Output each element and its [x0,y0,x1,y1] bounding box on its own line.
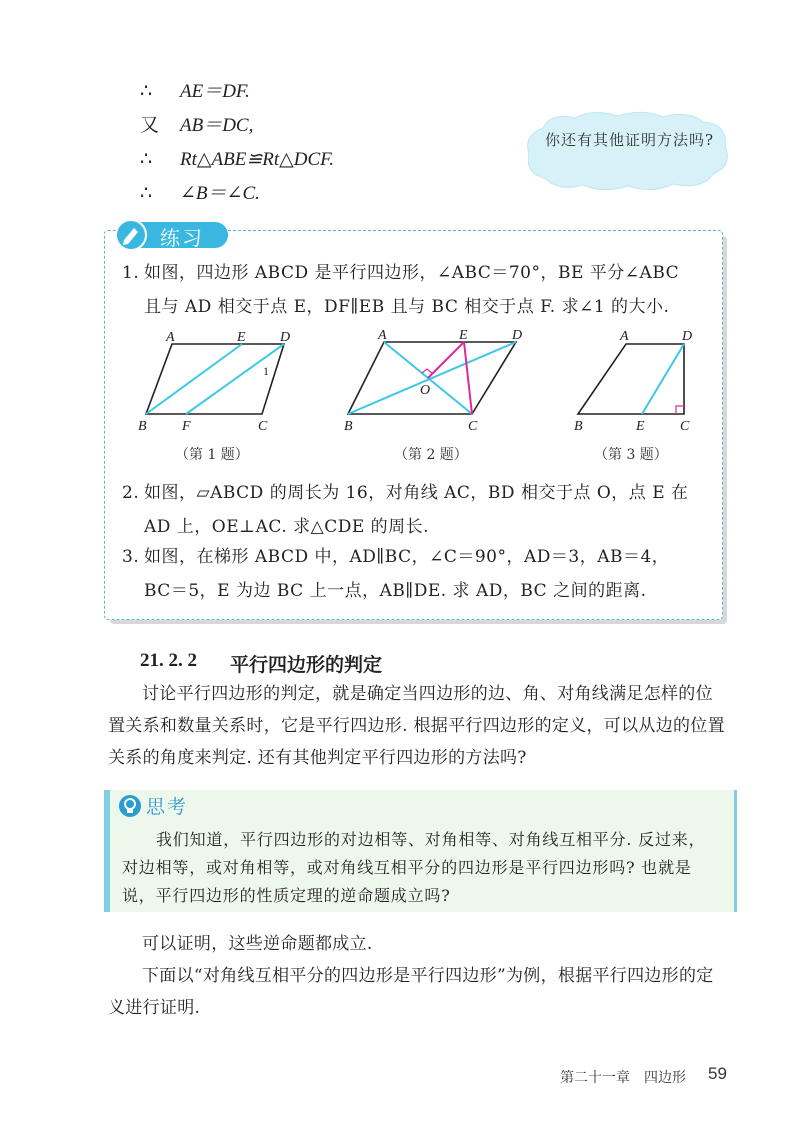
fig2-label-e: E [459,328,468,343]
problem-3 [122,540,669,608]
section-title: 平行四边形的判定 [230,654,383,676]
after-line-1: 可以证明，这些逆命题都成立. [142,934,373,954]
fig2-right-angle-mark [422,369,432,373]
therefore-symbol: ∴ [140,148,153,170]
fig2-diagonal-bd [348,342,516,414]
proof-text: AE＝DF. [180,81,250,102]
problem-line: BC＝5，E 为边 BC 上一点，AB∥DE. 求 AD，BC 之间的距离. [144,581,647,601]
figure-2 [340,326,530,436]
fig1-label-b: B [138,419,147,434]
problem-line: AD 上，OE⊥AC. 求△CDE 的周长. [144,517,430,537]
think-title: 思考 [146,796,189,818]
figure-1 [134,330,304,436]
fig1-label-a: A [166,330,175,345]
proof-text: ∠B＝∠C. [180,183,260,204]
after-line-2: 下面以“对角线互相平分的四边形是平行四边形”为例，根据平行四边形的定义进行证明. [108,966,714,1018]
proof-line-4 [140,180,260,207]
problem-line: 如图，在梯形 ABCD 中，AD∥BC，∠C＝90°，AD＝3，AB＝4， [144,547,670,567]
fig1-label-e: E [237,330,246,345]
fig1-label-f: F [182,419,191,434]
fig3-label-a: A [620,329,629,344]
fig2-segment-ec [464,342,472,414]
footer-chapter: 第二十一章 四边形 [560,1070,686,1086]
cloud-note-text: 你还有其他证明方法吗? [545,131,715,149]
caption-figure-3: （第 3 题） [594,447,668,463]
also-symbol: 又 [140,114,160,136]
fig3-label-c: C [680,419,690,434]
fig2-label-b: B [344,419,353,434]
fig1-label-c: C [258,419,268,434]
therefore-symbol: ∴ [140,80,153,102]
proof-line-3 [140,146,334,173]
page-number: 59 [708,1064,727,1083]
caption-figure-1: （第 1 题） [175,447,249,463]
fig2-label-o: O [420,383,431,398]
fig1-parallelogram [146,344,284,414]
fig3-trapezoid [578,344,684,414]
practice-title: 练习 [160,226,204,250]
problem-line: 且与 AD 相交于点 E，DF∥EB 且与 BC 相交于点 F. 求∠1 的大小. [144,297,670,317]
problem-1 [122,256,679,324]
proof-line-1 [140,78,250,105]
fig3-segment-de [642,344,684,414]
section-paragraph: 讨论平行四边形的判定，就是确定当四边形的边、角、对角线满足怎样的位置关系和数量关系时，它是平行四边形. 根据平行四边形的定义，可以从边的位置关系的角度来判定. 还有其他判定平行四边形的方法吗? [108,684,725,768]
fig1-segment-be [146,344,242,414]
fig1-segment-df [186,344,284,414]
fig2-label-a: A [378,328,387,343]
fig3-right-angle-mark [676,406,684,414]
problem-number: 2. [122,483,140,503]
problem-number: 1. [122,263,140,283]
problem-number: 3. [122,547,140,567]
fig2-label-c: C [468,419,478,434]
problem-2 [122,476,689,544]
fig1-label-d: D [280,330,291,345]
fig2-label-d: D [512,328,523,343]
section-number: 21. 2. 2 [140,650,197,671]
fig3-label-e: E [636,419,645,434]
fig1-label-1: 1 [263,364,269,378]
think-text: 我们知道，平行四边形的对边相等、对角相等、对角线互相平分. 反过来，对边相等，或对角相等，或对角线互相平分的四边形是平行四边形吗? 也就是说，平行四边形的性质定理的逆命题成立吗? [122,830,706,905]
fig3-label-b: B [574,419,583,434]
figure-3 [570,326,700,436]
problem-line: 如图，四边形 ABCD 是平行四边形，∠ABC＝70°，BE 平分∠ABC [144,263,680,283]
problem-line: 如图，▱ABCD 的周长为 16，对角线 AC，BD 相交于点 O，点 E 在 [144,483,689,503]
fig3-label-d: D [682,329,693,344]
therefore-symbol: ∴ [140,182,153,204]
proof-text: AB＝DC, [180,115,254,136]
proof-text: Rt△ABE≌Rt△DCF. [180,149,335,170]
caption-figure-2: （第 2 题） [394,447,468,463]
lightbulb-icon [118,794,142,818]
proof-line-2 [140,112,253,139]
